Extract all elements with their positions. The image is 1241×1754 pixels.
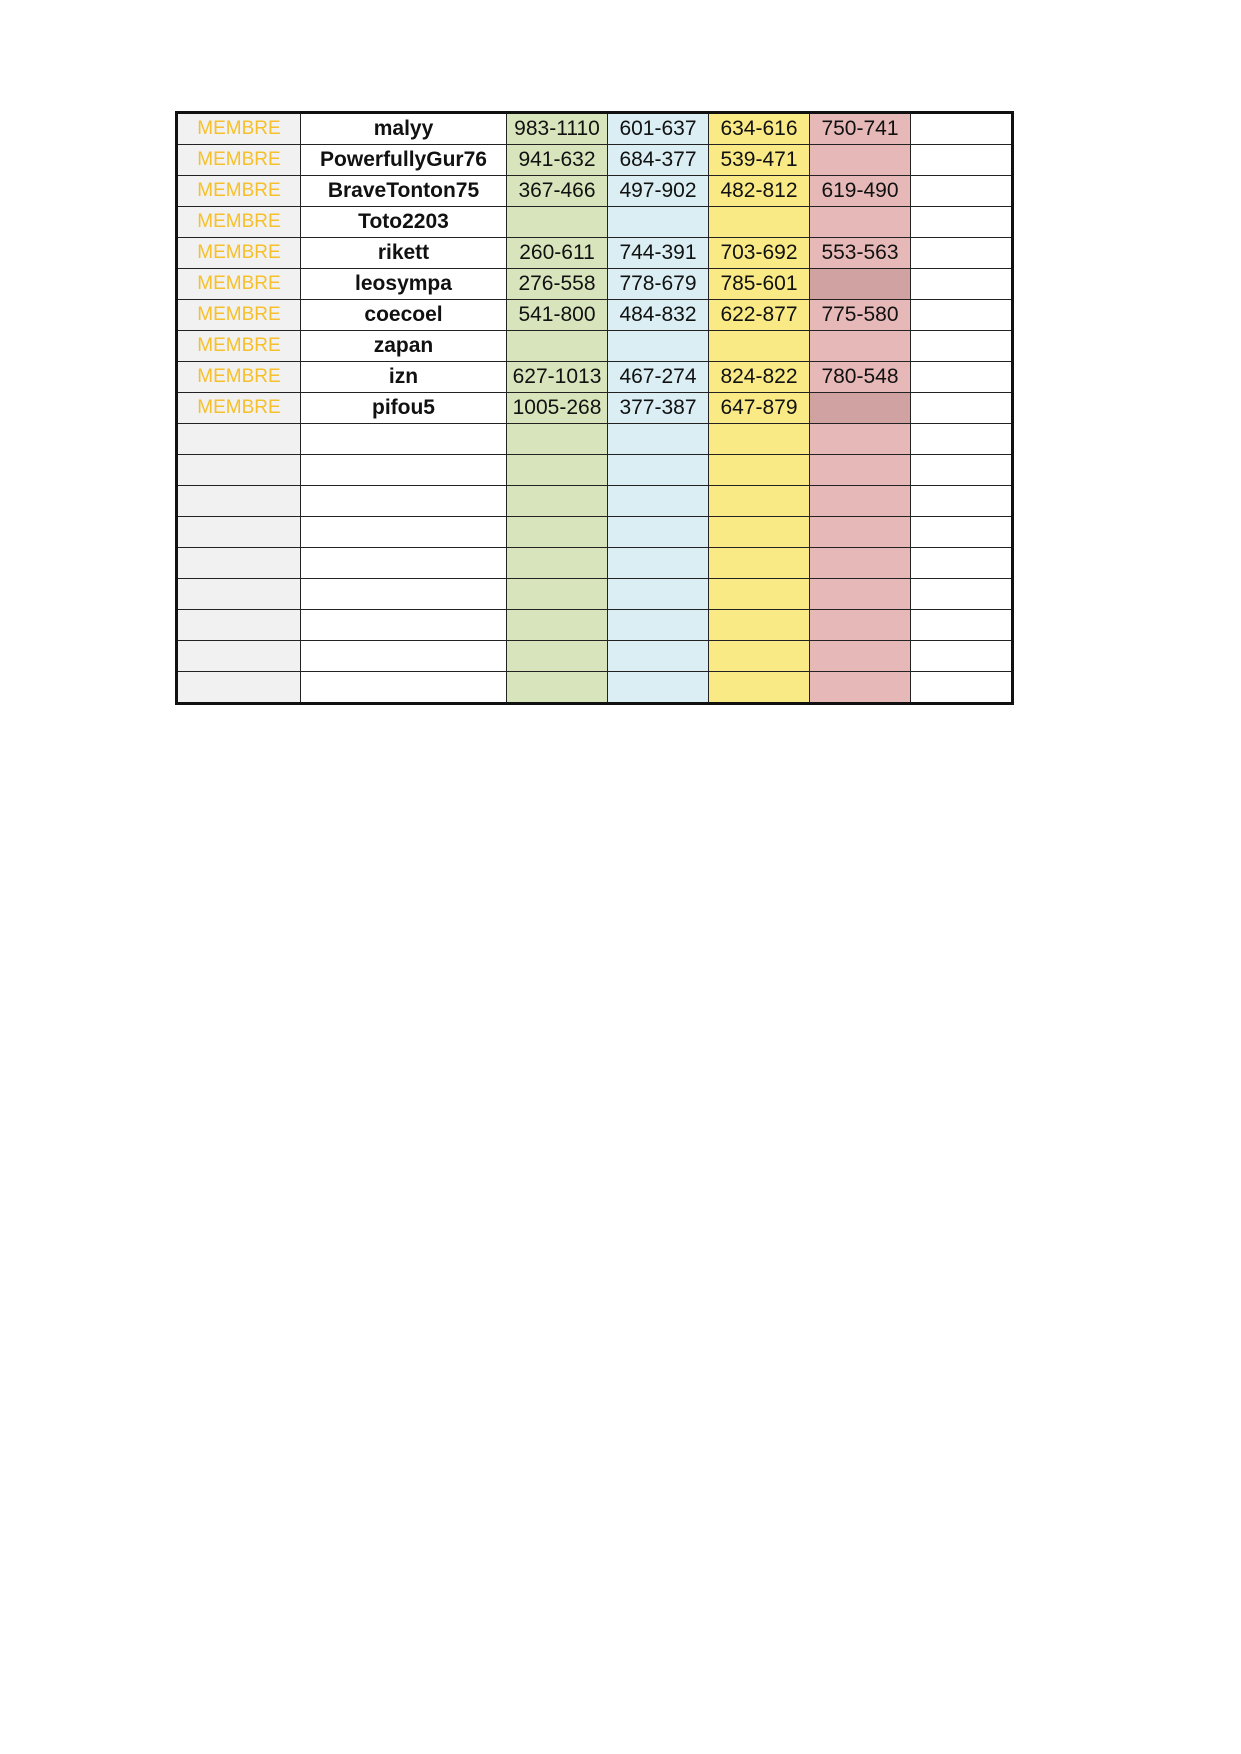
- score-cell-yellow: 634-616: [709, 113, 810, 145]
- score-cell-blue: [608, 486, 709, 517]
- score-cell-yellow: 482-812: [709, 176, 810, 207]
- table-row: [177, 548, 1013, 579]
- score-cell-blue: 684-377: [608, 145, 709, 176]
- score-cell-green: 260-611: [507, 238, 608, 269]
- table-row: [177, 424, 1013, 455]
- table-row: [177, 331, 1013, 362]
- table-row: [177, 113, 1013, 145]
- score-cell-red: [810, 486, 911, 517]
- score-cell-green: [507, 579, 608, 610]
- role-cell: [177, 486, 301, 517]
- extra-cell: [911, 455, 1013, 486]
- role-cell: MEMBRE: [177, 393, 301, 424]
- score-cell-green: [507, 424, 608, 455]
- score-cell-red: 553-563: [810, 238, 911, 269]
- table-row: [177, 641, 1013, 672]
- score-cell-red: [810, 517, 911, 548]
- member-name-cell: malyy: [301, 113, 507, 145]
- score-cell-blue: 601-637: [608, 113, 709, 145]
- score-cell-yellow: [709, 672, 810, 704]
- member-table-body: [177, 113, 1013, 704]
- member-name-cell: [301, 455, 507, 486]
- table-row: [177, 300, 1013, 331]
- role-cell: [177, 610, 301, 641]
- score-cell-red: [810, 393, 911, 424]
- role-cell: MEMBRE: [177, 300, 301, 331]
- extra-cell: [911, 331, 1013, 362]
- score-cell-green: 367-466: [507, 176, 608, 207]
- member-name-cell: zapan: [301, 331, 507, 362]
- member-name-cell: [301, 424, 507, 455]
- role-cell: [177, 672, 301, 704]
- member-name-cell: Toto2203: [301, 207, 507, 238]
- score-cell-blue: 497-902: [608, 176, 709, 207]
- member-table: [175, 111, 1014, 705]
- extra-cell: [911, 113, 1013, 145]
- table-row: [177, 579, 1013, 610]
- score-cell-yellow: 785-601: [709, 269, 810, 300]
- score-cell-green: 941-632: [507, 145, 608, 176]
- score-cell-red: [810, 455, 911, 486]
- extra-cell: [911, 424, 1013, 455]
- role-cell: [177, 641, 301, 672]
- score-cell-green: 983-1110: [507, 113, 608, 145]
- score-cell-yellow: 539-471: [709, 145, 810, 176]
- member-name-cell: pifou5: [301, 393, 507, 424]
- score-cell-green: [507, 517, 608, 548]
- role-cell: [177, 579, 301, 610]
- role-cell: [177, 517, 301, 548]
- score-cell-green: 541-800: [507, 300, 608, 331]
- score-cell-blue: 484-832: [608, 300, 709, 331]
- table-row: [177, 145, 1013, 176]
- extra-cell: [911, 641, 1013, 672]
- score-cell-red: [810, 672, 911, 704]
- score-cell-blue: [608, 610, 709, 641]
- score-cell-blue: [608, 455, 709, 486]
- member-name-cell: [301, 579, 507, 610]
- role-cell: MEMBRE: [177, 331, 301, 362]
- score-cell-green: 627-1013: [507, 362, 608, 393]
- member-name-cell: leosympa: [301, 269, 507, 300]
- score-cell-yellow: [709, 610, 810, 641]
- table-row: [177, 486, 1013, 517]
- extra-cell: [911, 300, 1013, 331]
- extra-cell: [911, 238, 1013, 269]
- score-cell-red: [810, 207, 911, 238]
- table-row: [177, 207, 1013, 238]
- score-cell-green: [507, 486, 608, 517]
- score-cell-red: [810, 641, 911, 672]
- role-cell: MEMBRE: [177, 113, 301, 145]
- extra-cell: [911, 145, 1013, 176]
- score-cell-yellow: [709, 455, 810, 486]
- score-cell-blue: 744-391: [608, 238, 709, 269]
- table-row: [177, 610, 1013, 641]
- score-cell-blue: [608, 207, 709, 238]
- extra-cell: [911, 548, 1013, 579]
- table-row: [177, 176, 1013, 207]
- extra-cell: [911, 269, 1013, 300]
- score-cell-green: 1005-268: [507, 393, 608, 424]
- score-cell-yellow: [709, 486, 810, 517]
- role-cell: [177, 455, 301, 486]
- score-cell-red: [810, 610, 911, 641]
- table-row: [177, 238, 1013, 269]
- member-name-cell: [301, 610, 507, 641]
- score-cell-yellow: 703-692: [709, 238, 810, 269]
- member-name-cell: PowerfullyGur76: [301, 145, 507, 176]
- role-cell: [177, 548, 301, 579]
- score-cell-red: 775-580: [810, 300, 911, 331]
- member-name-cell: coecoel: [301, 300, 507, 331]
- extra-cell: [911, 486, 1013, 517]
- score-cell-green: [507, 331, 608, 362]
- extra-cell: [911, 517, 1013, 548]
- score-cell-blue: 377-387: [608, 393, 709, 424]
- score-cell-yellow: [709, 548, 810, 579]
- role-cell: MEMBRE: [177, 362, 301, 393]
- member-name-cell: [301, 486, 507, 517]
- score-cell-green: [507, 548, 608, 579]
- table-row: [177, 269, 1013, 300]
- score-cell-green: [507, 672, 608, 704]
- extra-cell: [911, 176, 1013, 207]
- score-cell-yellow: 824-822: [709, 362, 810, 393]
- score-cell-red: [810, 145, 911, 176]
- score-cell-green: [507, 455, 608, 486]
- member-name-cell: [301, 517, 507, 548]
- score-cell-yellow: [709, 331, 810, 362]
- role-cell: MEMBRE: [177, 145, 301, 176]
- score-cell-blue: [608, 579, 709, 610]
- extra-cell: [911, 362, 1013, 393]
- member-name-cell: izn: [301, 362, 507, 393]
- score-cell-yellow: [709, 641, 810, 672]
- score-cell-red: [810, 269, 911, 300]
- score-cell-blue: [608, 672, 709, 704]
- member-name-cell: BraveTonton75: [301, 176, 507, 207]
- role-cell: MEMBRE: [177, 176, 301, 207]
- score-cell-red: [810, 579, 911, 610]
- extra-cell: [911, 579, 1013, 610]
- score-cell-red: [810, 548, 911, 579]
- score-cell-blue: [608, 641, 709, 672]
- member-name-cell: [301, 548, 507, 579]
- role-cell: [177, 424, 301, 455]
- table-row: [177, 455, 1013, 486]
- table-row: [177, 517, 1013, 548]
- score-cell-green: [507, 207, 608, 238]
- extra-cell: [911, 393, 1013, 424]
- score-cell-blue: [608, 548, 709, 579]
- score-cell-yellow: 647-879: [709, 393, 810, 424]
- member-name-cell: [301, 672, 507, 704]
- score-cell-blue: 467-274: [608, 362, 709, 393]
- role-cell: MEMBRE: [177, 269, 301, 300]
- extra-cell: [911, 610, 1013, 641]
- score-cell-green: [507, 610, 608, 641]
- score-cell-blue: [608, 424, 709, 455]
- table-row: [177, 362, 1013, 393]
- score-cell-red: [810, 331, 911, 362]
- score-cell-green: 276-558: [507, 269, 608, 300]
- member-name-cell: [301, 641, 507, 672]
- score-cell-blue: [608, 517, 709, 548]
- score-cell-yellow: [709, 207, 810, 238]
- score-cell-yellow: [709, 424, 810, 455]
- extra-cell: [911, 672, 1013, 704]
- table-row: [177, 393, 1013, 424]
- score-cell-green: [507, 641, 608, 672]
- score-cell-red: 619-490: [810, 176, 911, 207]
- score-cell-red: 750-741: [810, 113, 911, 145]
- score-cell-red: 780-548: [810, 362, 911, 393]
- table-row: [177, 672, 1013, 704]
- score-cell-yellow: [709, 517, 810, 548]
- score-cell-yellow: 622-877: [709, 300, 810, 331]
- extra-cell: [911, 207, 1013, 238]
- role-cell: MEMBRE: [177, 207, 301, 238]
- score-cell-red: [810, 424, 911, 455]
- score-cell-blue: [608, 331, 709, 362]
- member-name-cell: rikett: [301, 238, 507, 269]
- score-cell-yellow: [709, 579, 810, 610]
- role-cell: MEMBRE: [177, 238, 301, 269]
- score-cell-blue: 778-679: [608, 269, 709, 300]
